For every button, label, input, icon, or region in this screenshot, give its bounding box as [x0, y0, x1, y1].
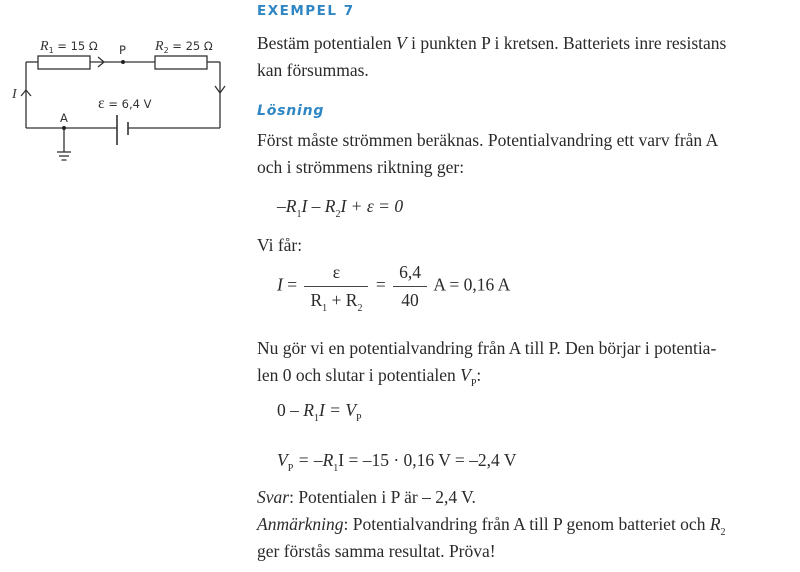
- resistor-r2: [155, 56, 207, 69]
- solution-title: Lösning: [257, 103, 325, 119]
- r2-label: $R_2 = 25$ Ω: [155, 39, 213, 55]
- circuit-diagram: [0, 0, 250, 180]
- vi-far-text: Vi får:: [257, 235, 303, 255]
- equation-current: I = $\frac{\varepsilon}{R_1 + R_2}$ = $\frac{6,4}{40}$ A = 0,16 A: [277, 262, 511, 314]
- equation-walk: $0 - R_1I = V_P$: [277, 400, 362, 424]
- resistor-r1: [38, 56, 90, 69]
- solution-intro: Först måste strömmen beräknas. Potentialvandring ett varv från A och i strömmens riktning ger:: [257, 130, 719, 177]
- example-title: EXEMPEL 7: [257, 3, 355, 19]
- node-p-label: P: [119, 43, 126, 57]
- equation-vp: $V_P = -R_1I = -15 \cdot 0,16$ V = –2,4 V: [277, 450, 517, 474]
- equation-kirchhoff: $-R_1I - R_2I + \varepsilon = 0$: [277, 196, 404, 220]
- node-p-dot: [121, 60, 125, 64]
- emf-label: ε = 6,4 V: [98, 95, 152, 112]
- potential-walk-text: Nu gör vi en potentialvandring från A till P. Den börjar i potentia- len 0 och slutar i potentialen $V_P$:: [257, 338, 717, 389]
- current-label: I: [12, 87, 17, 102]
- fraction-emf-over-r: $\frac{\varepsilon}{R_1 + R_2}$: [304, 262, 368, 311]
- answer-and-note: Svar: Potentialen i P är – 2,4 V. Anmärkning: Potentialvandring från A till P genom batteriet och $R_2$ ger förstås samma resultat. Pröva!: [257, 487, 726, 561]
- r1-label: $R_1 = 15$ Ω: [40, 39, 98, 55]
- node-a-label: A: [60, 111, 68, 125]
- fraction-numeric: $\frac{6,4}{40}$: [393, 262, 427, 311]
- node-a-dot: [62, 126, 66, 130]
- problem-statement: Bestäm potentialen V i punkten P i kretsen. Batteriets inre resistans kan försummas.: [257, 33, 727, 80]
